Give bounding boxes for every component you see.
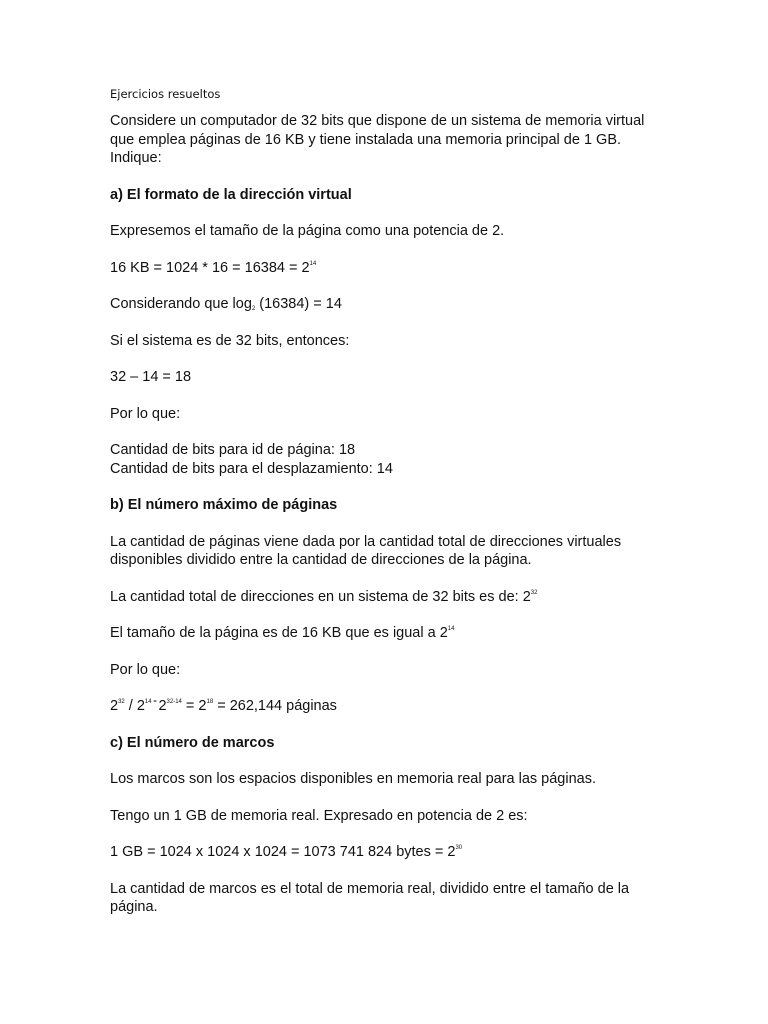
b-eq-part-5: = 2	[181, 698, 207, 714]
intro-paragraph	[110, 112, 670, 168]
a-result-offset: Cantidad de bits para el desplazamiento: 14	[110, 460, 393, 477]
b-eq-part-2: / 2	[124, 698, 145, 714]
b-line-2: disponibles dividido entre la cantidad de direcciones de la página.	[110, 552, 532, 568]
c-memory-line: Tengo un 1 GB de memoria real. Expresado en potencia de 2 es:	[110, 807, 528, 824]
b-eq-part-6: = 262,144 páginas	[213, 698, 337, 714]
heading-a: a) El formato de la dirección virtual	[110, 186, 352, 203]
a-log-suffix: (16384) = 14	[255, 296, 342, 312]
a-equation-text: 16 KB = 1024 * 16 = 16384 = 2	[110, 259, 310, 276]
b-total-line	[110, 588, 670, 607]
b-eq-exp-1: 32	[118, 699, 125, 705]
c-equation	[110, 843, 670, 862]
b-total-text: La cantidad total de direcciones en un sistema de 32 bits es de: 2	[110, 588, 531, 605]
a-equation-exponent: 14	[309, 260, 317, 267]
b-line-1: La cantidad de páginas viene dada por la cantidad total de direcciones virtuales	[110, 533, 622, 550]
b-size-line	[110, 624, 670, 643]
document-header: Ejercicios resueltos	[110, 87, 221, 101]
c-equation-text: 1 GB = 1024 x 1024 x 1024 = 1073 741 824 bytes = 2	[110, 844, 456, 860]
b-equation	[110, 697, 670, 716]
c-equation-exponent: 30	[455, 845, 463, 851]
a-results	[110, 441, 670, 478]
c-paragraph: Los marcos son los espacios disponibles en memoria real para las páginas.	[110, 771, 597, 787]
b-eq-part-3: =	[151, 699, 159, 705]
c-marcos-paragraph	[110, 880, 670, 917]
c-marcos-line-2: página.	[110, 899, 158, 915]
heading-c: c) El número de marcos	[110, 734, 275, 751]
intro-line-2: que emplea páginas de 16 KB y tiene instalada una memoria principal de 1 GB.	[110, 131, 622, 148]
b-total-exponent: 32	[530, 589, 538, 596]
a-result-page-id: Cantidad de bits para id de página: 18	[110, 442, 356, 458]
document-page	[110, 86, 670, 935]
a-equation-16kb	[110, 259, 670, 278]
b-eq-exp-2: 14	[144, 699, 152, 705]
b-eq-exp-4: 18	[206, 699, 214, 705]
a-calc-line: 32 – 14 = 18	[110, 369, 192, 385]
b-size-exponent: 14	[447, 626, 455, 632]
a-porloque: Por lo que:	[110, 405, 181, 422]
b-eq-exp-3: 32-14	[166, 699, 182, 705]
b-size-text: El tamaño de la página es de 16 KB que es igual a 2	[110, 625, 448, 641]
a-log-prefix: Considerando que log	[110, 296, 252, 312]
b-eq-part-4: 2	[158, 698, 167, 714]
heading-b: b) El número máximo de páginas	[110, 497, 338, 513]
b-porloque: Por lo que:	[110, 661, 181, 678]
c-marcos-line-1: La cantidad de marcos es el total de memoria real, dividido entre el tamaño de la	[110, 880, 630, 897]
a-log-subscript: 2	[251, 306, 256, 312]
b-paragraph	[110, 533, 670, 570]
a-paragraph: Expresemos el tamaño de la página como una potencia de 2.	[110, 223, 505, 239]
intro-line-3: Indique:	[110, 150, 162, 166]
a-bits-line: Si el sistema es de 32 bits, entonces:	[110, 332, 350, 349]
a-log-line	[110, 295, 670, 314]
b-eq-part-1: 2	[110, 698, 119, 714]
intro-line-1: Considere un computador de 32 bits que dispone de un sistema de memoria virtual	[110, 113, 645, 129]
